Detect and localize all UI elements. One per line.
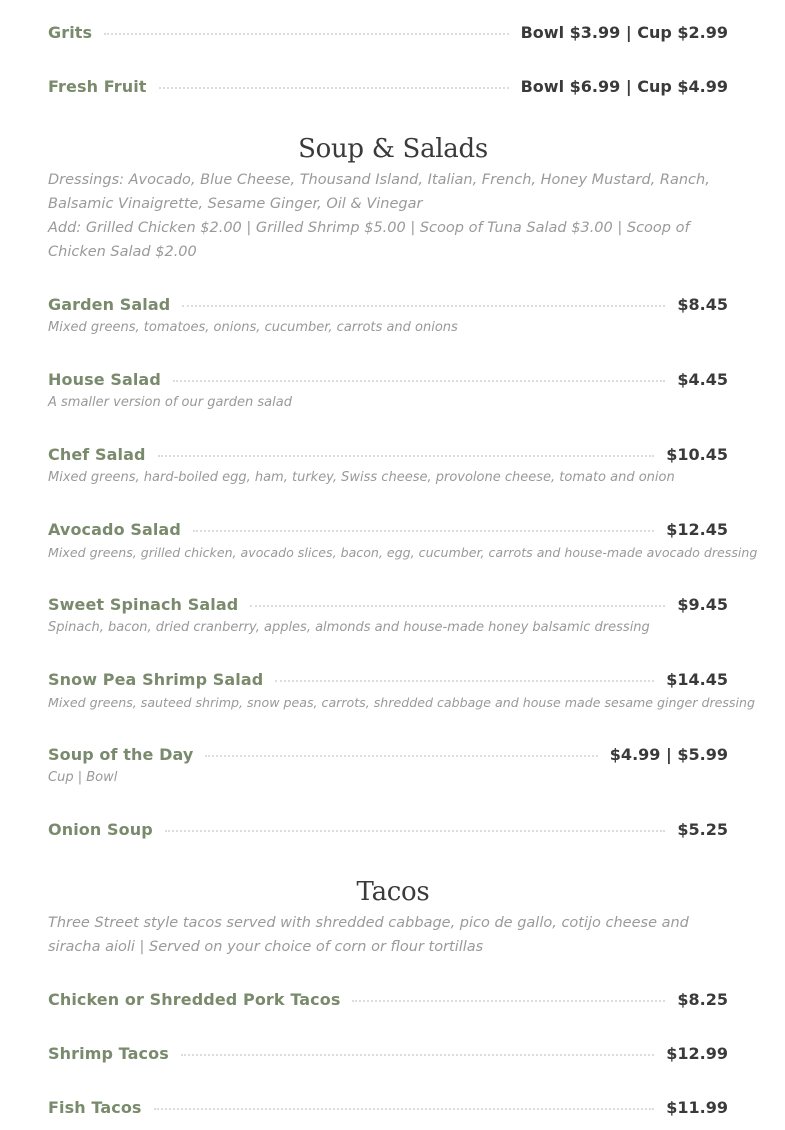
dot-leader <box>181 1054 654 1056</box>
menu-item <box>48 1044 728 1063</box>
menu-item <box>48 820 728 839</box>
item-price: $8.45 <box>677 295 728 314</box>
item-price: $10.45 <box>666 445 728 464</box>
menu-item <box>48 1098 728 1117</box>
dot-leader <box>173 380 666 382</box>
item-description: Spinach, bacon, dried cranberry, apples, almonds and house-made honey balsamic dressing <box>48 620 650 635</box>
item-name: Snow Pea Shrimp Salad <box>48 670 264 689</box>
section-dressings: Dressings: Avocado, Blue Cheese, Thousand Island, Italian, French, Honey Mustard, Ranch, Balsamic Vinaigrette, Sesame Ginger, Oil & Vinegar <box>48 172 710 212</box>
item-price: $11.99 <box>666 1098 728 1117</box>
menu-item <box>48 990 728 1009</box>
dot-leader <box>159 87 509 89</box>
item-name: Avocado Salad <box>48 520 181 539</box>
item-price: $9.45 <box>677 595 728 614</box>
item-name: Onion Soup <box>48 820 153 839</box>
item-description: Mixed greens, grilled chicken, avocado slices, bacon, egg, cucumber, carrots and house-made avocado dressing <box>48 545 758 560</box>
item-description: A smaller version of our garden salad <box>48 395 292 410</box>
item-name: Fresh Fruit <box>48 77 147 96</box>
item-description: Mixed greens, hard-boiled egg, ham, turkey, Swiss cheese, provolone cheese, tomato and onion <box>48 470 675 485</box>
item-description: Cup | Bowl <box>48 770 118 785</box>
item-price: $12.99 <box>666 1044 728 1063</box>
dot-leader <box>182 305 665 307</box>
section-description: Three Street style tacos served with shredded cabbage, pico de gallo, cotijo cheese and siracha aioli | Served on your choice of corn or flour tortillas <box>48 915 689 955</box>
section-title-soup-salads: Soup & Salads <box>298 134 488 164</box>
dot-leader <box>193 530 654 532</box>
menu-item <box>48 370 728 410</box>
menu-item <box>48 445 728 485</box>
menu-item <box>48 77 728 96</box>
section-title-tacos: Tacos <box>356 877 430 907</box>
item-price: Bowl $6.99 | Cup $4.99 <box>520 77 728 96</box>
dot-leader <box>250 605 665 607</box>
item-price: $5.25 <box>677 820 728 839</box>
dot-leader <box>352 1000 665 1002</box>
item-price: Bowl $3.99 | Cup $2.99 <box>520 23 728 42</box>
item-description: Mixed greens, tomatoes, onions, cucumber, carrots and onions <box>48 320 458 335</box>
item-name: Chef Salad <box>48 445 146 464</box>
menu-item <box>48 520 757 560</box>
item-name: House Salad <box>48 370 161 389</box>
menu-item <box>48 670 755 710</box>
item-description: Mixed greens, sauteed shrimp, snow peas, carrots, shredded cabbage and house made sesame ginger dressing <box>48 695 755 710</box>
dot-leader <box>158 455 655 457</box>
item-name: Fish Tacos <box>48 1098 142 1117</box>
dot-leader <box>165 830 666 832</box>
dot-leader <box>104 33 508 35</box>
item-price: $4.45 <box>677 370 728 389</box>
item-price: $12.45 <box>666 520 728 539</box>
menu-item <box>48 295 728 335</box>
item-name: Chicken or Shredded Pork Tacos <box>48 990 341 1009</box>
item-price: $8.25 <box>677 990 728 1009</box>
menu-item <box>48 23 728 42</box>
menu-item <box>48 745 728 785</box>
item-price: $14.45 <box>666 670 728 689</box>
item-name: Garden Salad <box>48 295 171 314</box>
item-name: Shrimp Tacos <box>48 1044 169 1063</box>
dot-leader <box>275 680 654 682</box>
section-add-ons: Add: Grilled Chicken $2.00 | Grilled Shrimp $5.00 | Scoop of Tuna Salad $3.00 | Scoop of Chicken Salad $2.00 <box>48 220 690 260</box>
item-price: $4.99 | $5.99 <box>609 745 728 764</box>
menu-item <box>48 595 728 635</box>
item-name: Soup of the Day <box>48 745 194 764</box>
dot-leader <box>205 755 597 757</box>
item-name: Grits <box>48 23 93 42</box>
dot-leader <box>154 1108 655 1110</box>
item-name: Sweet Spinach Salad <box>48 595 239 614</box>
